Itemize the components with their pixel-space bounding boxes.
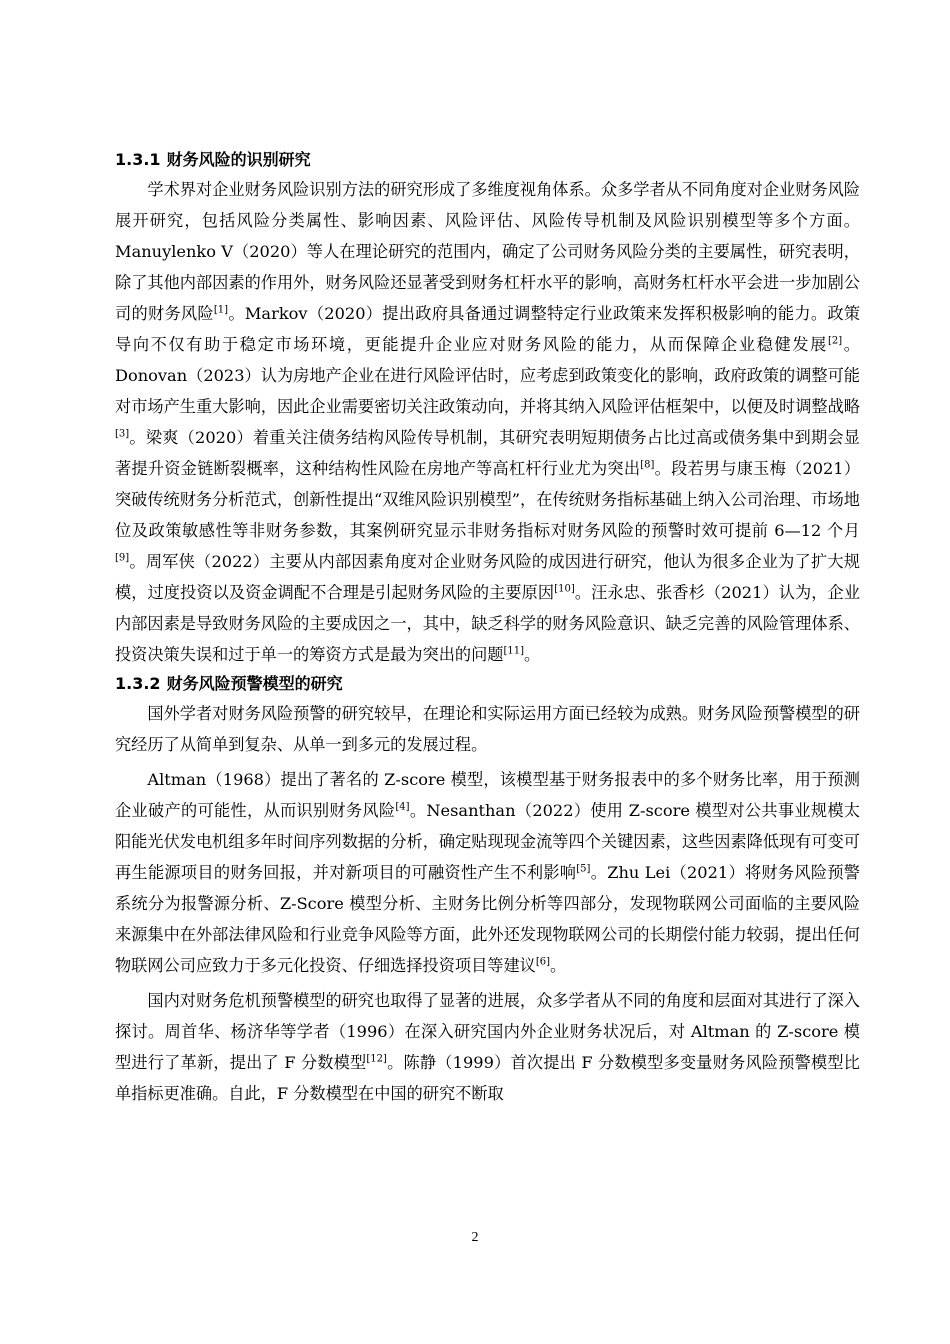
document-page	[115, 146, 860, 1109]
citation: [2]	[828, 335, 843, 347]
text-run: 。汪永忠、张香杉（2021）认为，企业内部因素是导致财务风险的主要成因之一，其中，缺乏科学的财务风险意识、缺乏完善的风险管理体系、投资决策失误和过于单一的筹资方式是最为突出的问题	[115, 583, 861, 664]
citation: [11]	[503, 645, 525, 657]
text-run: 。Donovan（2023）认为房地产企业在进行风险评估时，应考虑到政策变化的影响，政府政策的调整可能对市场产生重大影响，因此企业需要密切关注政策动向，并将其纳入风险评估框架中，以便及时调整战略	[115, 335, 860, 416]
paragraph-foreign-research-intro	[115, 698, 860, 760]
citation: [10]	[554, 583, 575, 595]
paragraph-risk-identification	[115, 174, 860, 670]
citation: [6]	[535, 956, 551, 968]
section-heading-1-3-1	[115, 146, 860, 174]
section-heading-1-3-2	[115, 670, 860, 698]
text-run: 。梁爽（2020）着重关注债务结构风险传导机制，其研究表明短期债务占比过高或债务集中到期会显著提升资金链断裂概率，这种结构性风险在房地产等高杠杆行业尤为突出	[115, 428, 860, 478]
citation: [3]	[115, 428, 130, 440]
text-run: 。	[524, 645, 541, 664]
citation: [5]	[576, 863, 591, 875]
paragraph-domestic-research	[115, 985, 860, 1109]
citation: [4]	[395, 801, 410, 813]
section-title: 财务风险预警模型的研究	[166, 674, 343, 693]
text-run: 。段若男与康玉梅（2021）突破传统财务分析范式，创新性提出“双维风险识别模型”，在传统财务指标基础上纳入公司治理、市场地位及政策敏感性等非财务参数，其案例研究显示非财务指标对财务风险的预警时效可提前 6—12 个月	[115, 459, 861, 540]
page-number: 2	[471, 1230, 479, 1245]
paragraph-z-score-research	[115, 764, 860, 981]
text-run: 。Zhu Lei（2021）将财务风险预警系统分为报警源分析、Z-Score 模型分析、主财务比例分析等四部分，发现物联网公司面临的主要风险来源集中在外部法律风险和行业竞争风险等方面，此外还发现物联网公司的长期偿付能力较弱，提出任何物联网公司应致力于多元化投资、仔细选择投资项目等建议	[115, 863, 860, 975]
text-run: 学术界对企业财务风险识别方法的研究形成了多维度视角体系。众多学者从不同角度对企业财务风险展开研究，包括风险分类属性、影响因素、风险评估、风险传导机制及风险识别模型等多个方面。Manuylenko V（2020）等人在理论研究的范围内，确定了公司财务风险分类的主要属性，研究表明，除了其他内部因素的作用外，财务风险还显著受到财务杠杆水平的影响，高财务杠杆水平会进一步加剧公司的财务风险	[115, 180, 860, 323]
text-run: 国内对财务危机预警模型的研究也取得了显著的进展，众多学者从不同的角度和层面对其进行了深入探讨。周首华、杨济华等学者（1996）在深入研究国内外企业财务状况后，对 Altman 的 Z-score 模型进行了革新，提出了 F 分数模型	[115, 991, 860, 1072]
text-run: 。周军侠（2022）主要从内部因素角度对企业财务风险的成因进行研究，他认为很多企业为了扩大规模，过度投资以及资金调配不合理是引起财务风险的主要原因	[115, 552, 860, 602]
text-run: 。Nesanthan（2022）使用 Z-score 模型对公共事业规模太阳能光伏发电机组多年时间序列数据的分析，确定贴现现金流等四个关键因素，这些因素降低现有可变可再生能源项目的财务回报，并对新项目的可融资性产生不利影响	[115, 801, 860, 882]
citation: [1]	[213, 304, 229, 316]
citation: [8]	[640, 459, 655, 471]
section-title: 财务风险的识别研究	[166, 150, 311, 169]
section-number: 1.3.2	[115, 674, 161, 693]
text-run: 国外学者对财务风险预警的研究较早，在理论和实际运用方面已经较为成熟。财务风险预警模型的研究经历了从简单到复杂、从单一到多元的发展过程。	[115, 704, 860, 754]
text-run: Altman（1968）提出了著名的 Z-score 模型，该模型基于财务报表中的多个财务比率，用于预测企业破产的可能性，从而识别财务风险	[115, 770, 860, 820]
text-run: 。Markov（2020）提出政府具备通过调整特定行业政策来发挥积极影响的能力。政策导向不仅有助于稳定市场环境，更能提升企业应对财务风险的能力，从而保障企业稳健发展	[115, 304, 861, 354]
citation: [12]	[366, 1053, 387, 1065]
text-run: 。陈静（1999）首次提出 F 分数模型多变量财务风险预警模型比单指标更准确。自此，F 分数模型在中国的研究不断取	[115, 1053, 860, 1103]
citation: [9]	[115, 552, 130, 564]
section-number: 1.3.1	[115, 150, 161, 169]
text-run: 。	[550, 956, 567, 975]
